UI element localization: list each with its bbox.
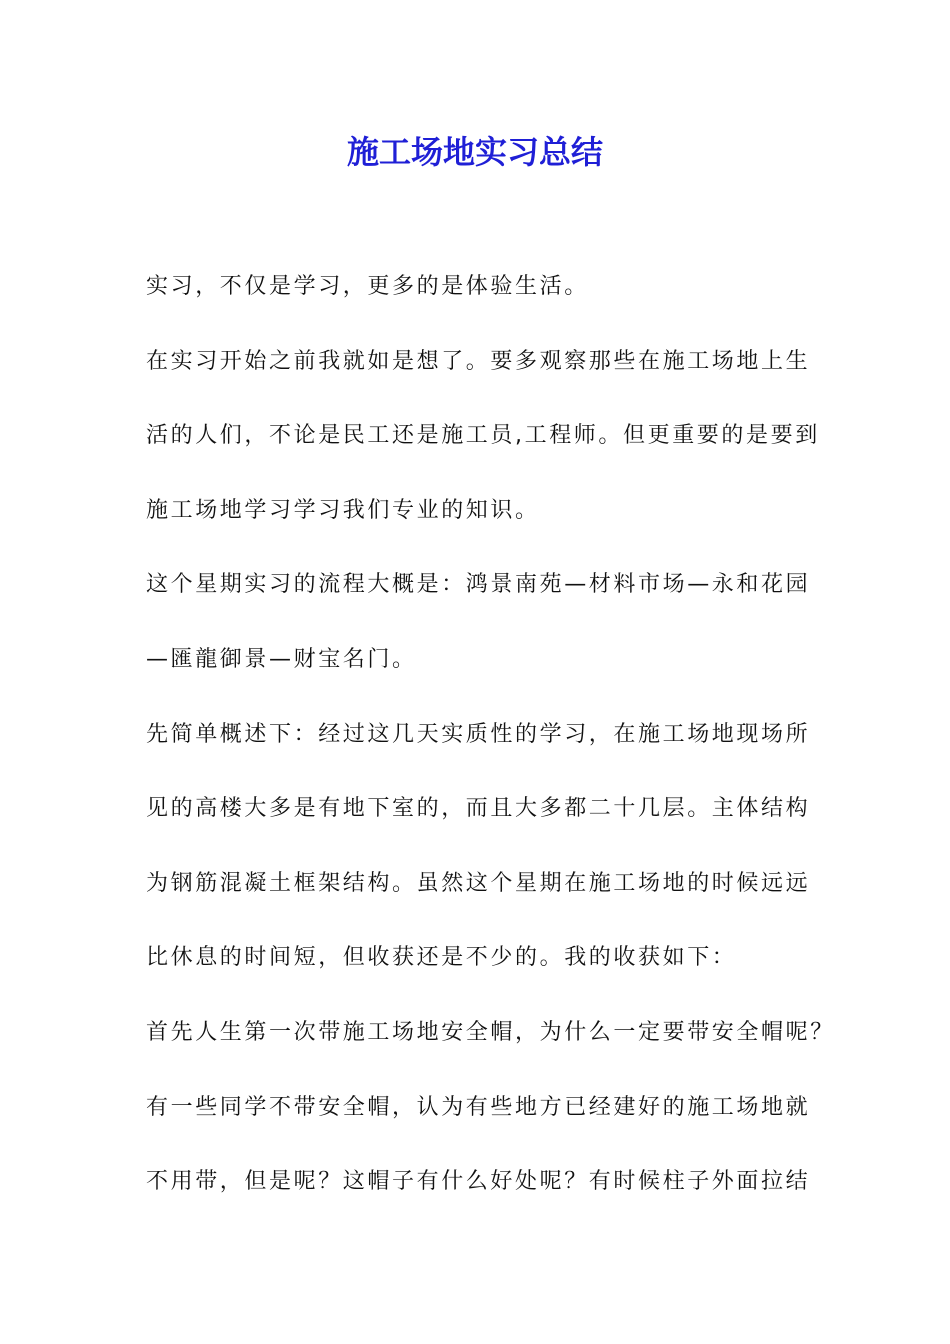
text-line: —匯龍御景—财宝名门。 [146,646,417,672]
text-line: 施工场地学习学习我们专业的知识。 [146,497,540,523]
text-line: 在实习开始之前我就如是想了。要多观察那些在施工场地上生 [146,348,811,374]
text-line: 实习，不仅是学习，更多的是体验生活。 [146,274,589,299]
document-title: 施工场地实习总结 [346,133,603,171]
text-line: 这个星期实习的流程大概是：鸿景南苑—材料市场—永和花园 [146,572,811,598]
text-line: 先简单概述下：经过这几天实质性的学习，在施工场地现场所 [146,721,811,747]
text-line: 首先人生第一次带施工场地安全帽，为什么一定要带安全帽呢？ [146,1019,835,1045]
document-body [146,250,836,1220]
text-line: 为钢筋混凝土框架结构。虽然这个星期在施工场地的时候远远 [146,870,811,896]
text-line: 见的高楼大多是有地下室的，而且大多都二十几层。主体结构 [146,796,811,822]
text-line: 比休息的时间短，但收获还是不少的。我的收获如下： [146,945,737,971]
text-line: 活的人们，不论是民工还是施工员,工程师。但更重要的是要到 [146,423,820,449]
text-line: 有一些同学不带安全帽，认为有些地方已经建好的施工场地就 [146,1094,811,1120]
text-line: 不用带，但是呢？这帽子有什么好处呢？有时候柱子外面拉结 [146,1169,811,1195]
